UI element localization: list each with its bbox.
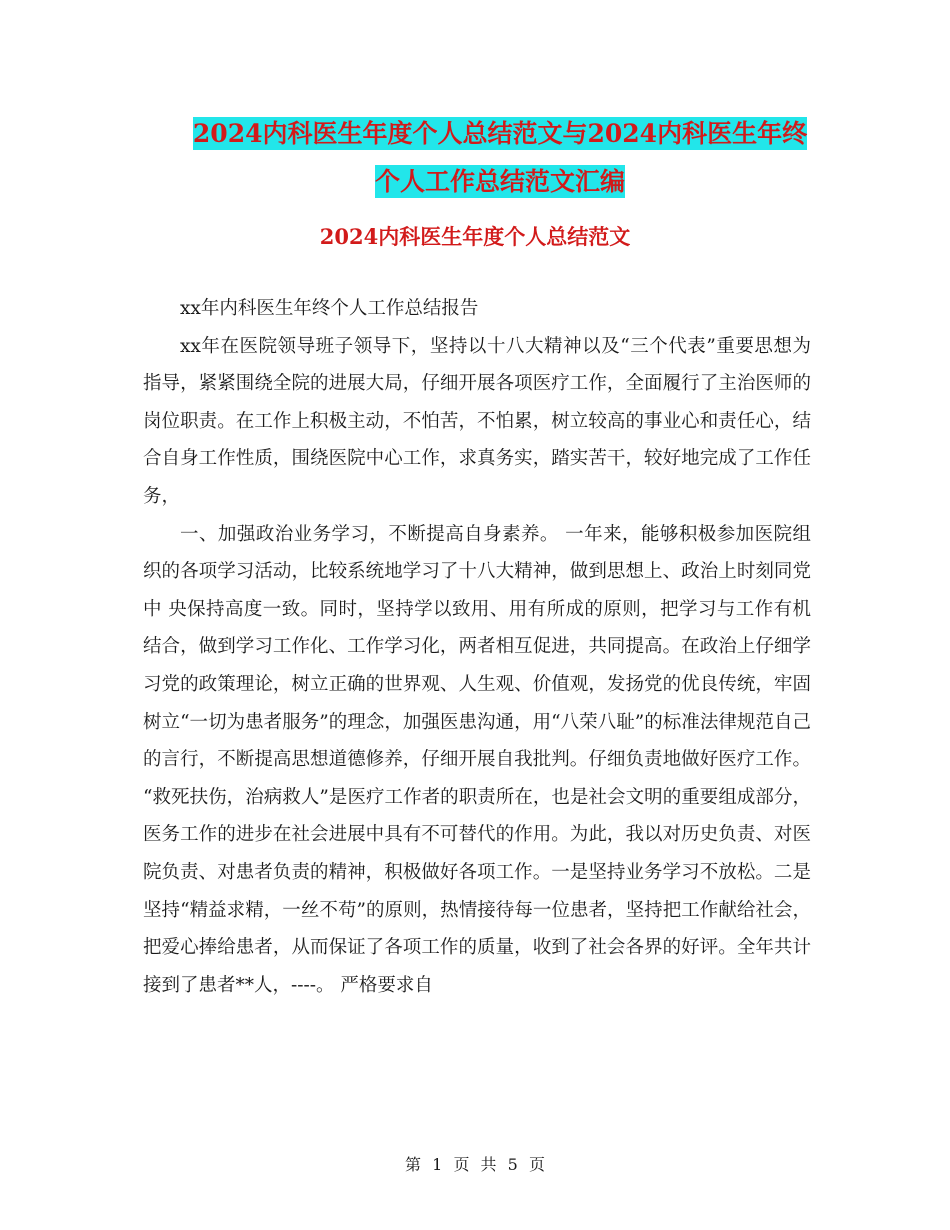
footer-suffix: 页	[528, 1155, 545, 1174]
footer-total-pages: 5	[507, 1155, 518, 1174]
footer-current-page: 1	[432, 1155, 443, 1174]
page-footer	[0, 1152, 950, 1175]
footer-page-word: 页	[453, 1155, 470, 1174]
document-title-line-1: 2024内科医生年度个人总结范文与2024内科医生年终	[192, 119, 808, 148]
footer-total-prefix: 共	[480, 1155, 497, 1174]
paragraph-report-heading: xx年内科医生年终个人工作总结报告	[180, 298, 479, 319]
paragraph-political-study: 一、加强政治业务学习，不断提高自身素养。 一年来，能够积极参加医院组织的各项学习活动，比较系统地学习了十八大精神，做到思想上、政治上时刻同党中 央保持高度一致。同时，坚持学以致用、用有所成的原则，把学习与工作有机结合，做到学习工作化、工作学习化，两者相互促进，共同提高。在政治上仔细学习党的政策理论，树立正确的世界观、人生观、价值观，发扬党的优良传统，牢固树立“一切为患者服务”的理念，加强医患沟通，用“八荣八耻”的标准法律规范自己的言行，不断提高思想道德修养，仔细开展自我批判。仔细负责地做好医疗工作。 “救死扶伤，治病救人”是医疗工作者的职责所在，也是社会文明的重要组成部分，医务工作的进步在社会进展中具有不可替代的作用。为此，我以对历史负责、对医院负责、对患者负责的精神，积极做好各项工作。一是坚持业务学习不放松。二是坚持“精益求精，一丝不苟”的原则，热情接待每一位患者，坚持把工作献给社会，把爱心捧给患者，从而保证了各项工作的质量，收到了社会各界的好评。全年共计接到了患者**人，----。 严格要求自	[143, 523, 811, 996]
document-title	[130, 110, 870, 206]
document-title-line-2: 个人工作总结范文汇编	[374, 167, 625, 196]
section-title: 2024内科医生年度个人总结范文	[319, 224, 631, 249]
footer-prefix: 第	[405, 1155, 422, 1174]
document-body	[143, 290, 811, 1004]
paragraph-intro: xx年在医院领导班子领导下，坚持以十八大精神以及“三个代表”重要思想为指导，紧紧围绕全院的进展大局，仔细开展各项医疗工作，全面履行了主治医师的岗位职责。在工作上积极主动，不怕苦，不怕累，树立较高的事业心和责任心，结合自身工作性质，围绕医院中心工作，求真务实，踏实苦干，较好地完成了工作任务，	[143, 335, 811, 507]
